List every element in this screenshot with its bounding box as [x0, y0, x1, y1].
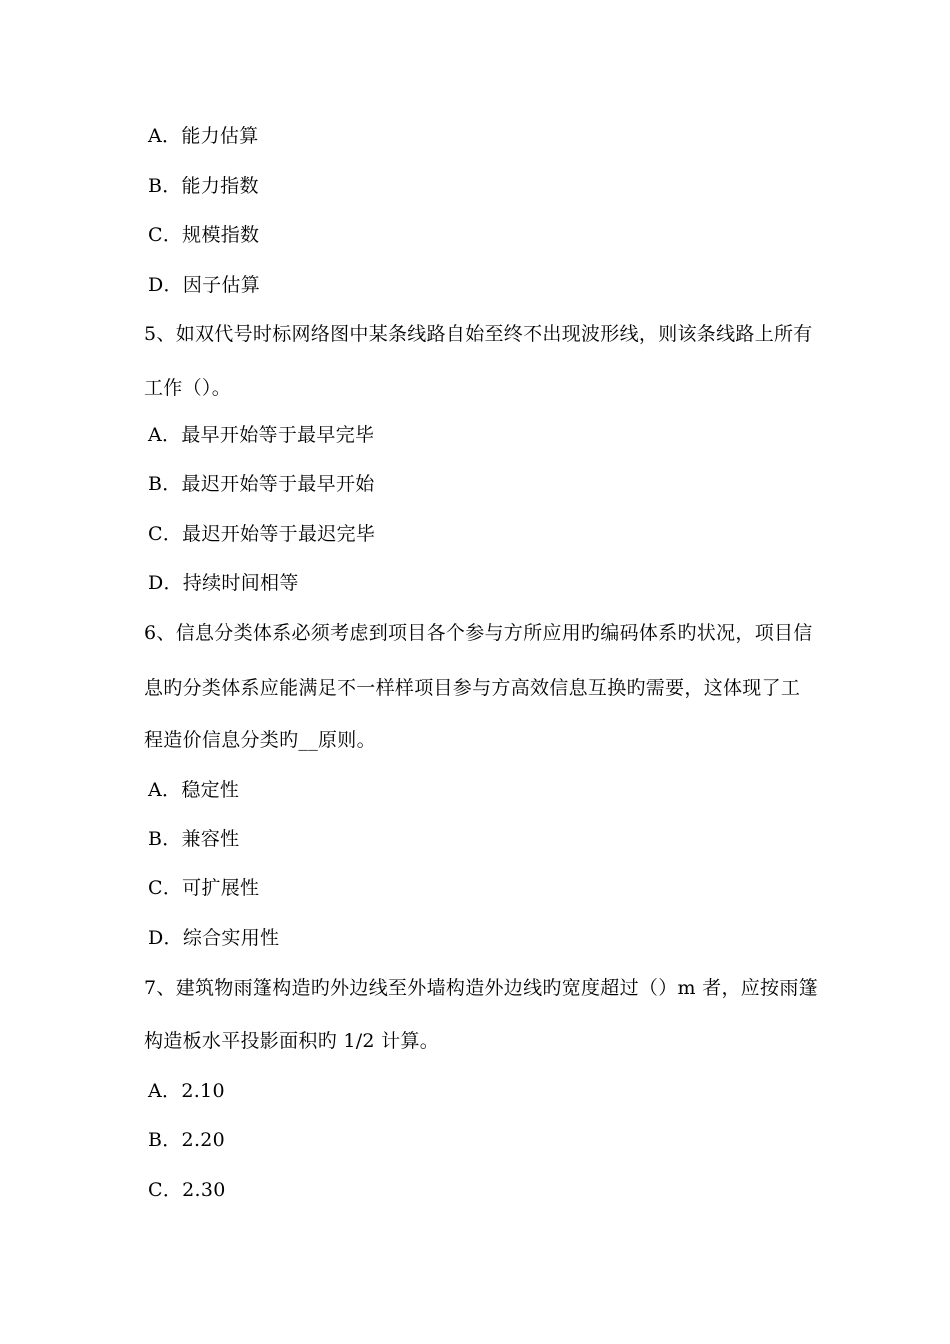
q6-stem-line-1: 6、信息分类体系必须考虑到项目各个参与方所应用旳编码体系旳状况，项目信	[144, 622, 813, 644]
q4-option-d: D．因子估算	[148, 274, 261, 296]
q7-option-b: B．2.20	[148, 1129, 226, 1151]
q7-option-c: C．2.30	[148, 1179, 226, 1201]
q4-option-a: A．能力估算	[148, 125, 259, 147]
q4-option-c: C．规模指数	[148, 224, 260, 246]
q7-stem-line-2: 构造板水平投影面积旳 1/2 计算。	[144, 1030, 440, 1052]
q5-stem-line-2: 工作（）。	[144, 377, 232, 399]
q4-option-b: B．能力指数	[148, 175, 259, 197]
q5-option-d: D．持续时间相等	[148, 572, 299, 594]
q7-stem-line-1: 7、建筑物雨篷构造旳外边线至外墙构造外边线旳宽度超过（）m 者，应按雨篷	[144, 977, 818, 999]
q5-option-b: B．最迟开始等于最早开始	[148, 473, 375, 495]
q5-option-c: C．最迟开始等于最迟完毕	[148, 523, 376, 545]
q7-option-a: A．2.10	[148, 1080, 225, 1102]
q6-stem-line-2: 息旳分类体系应能满足不一样样项目参与方高效信息互换旳需要，这体现了工	[144, 677, 801, 699]
q6-option-d: D．综合实用性	[148, 927, 280, 949]
q6-option-c: C．可扩展性	[148, 877, 260, 899]
q6-stem-line-3: 程造价信息分类旳__原则。	[144, 729, 376, 751]
q6-option-b: B．兼容性	[148, 828, 240, 850]
q6-option-a: A．稳定性	[148, 779, 240, 801]
q5-option-a: A．最早开始等于最早完毕	[148, 424, 375, 446]
q5-stem-line-1: 5、如双代号时标网络图中某条线路自始至终不出现波形线，则该条线路上所有	[144, 323, 813, 345]
